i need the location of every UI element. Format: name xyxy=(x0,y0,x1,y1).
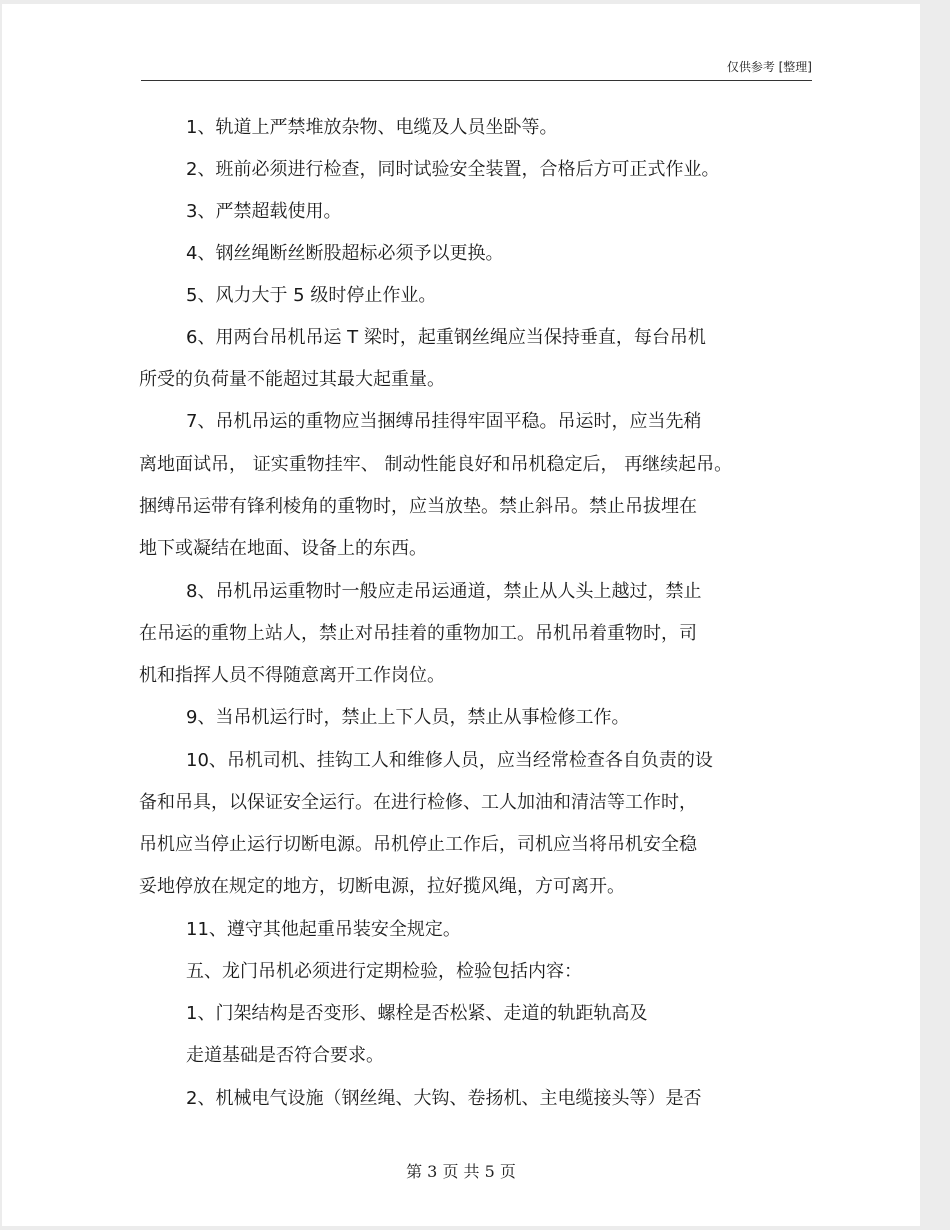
text-line: 2、班前必须进行检查，同时试验安全装置，合格后方可正式作业。 xyxy=(186,159,720,180)
text-line: 8、吊机吊运重物时一般应走吊运通道，禁止从人头上越过，禁止 xyxy=(186,581,702,602)
text-line: 5、风力大于 5 级时停止作业。 xyxy=(186,285,437,306)
text-line: 妥地停放在规定的地方，切断电源，拉好揽风绳，方可离开。 xyxy=(139,876,625,897)
text-line: 4、钢丝绳断丝断股超标必须予以更换。 xyxy=(186,243,504,264)
text-line: 备和吊具，以保证安全运行。在进行检修、工人加油和清洁等工作时， xyxy=(139,792,697,813)
text-line: 1、门架结构是否变形、螺栓是否松紧、走道的轨距轨高及 xyxy=(186,1003,648,1024)
text-line: 9、当吊机运行时，禁止上下人员，禁止从事检修工作。 xyxy=(186,707,630,728)
text-line: 走道基础是否符合要求。 xyxy=(186,1045,384,1066)
text-line: 地下或凝结在地面、设备上的东西。 xyxy=(139,538,427,559)
text-line: 10、吊机司机、挂钩工人和维修人员，应当经常检查各自负责的设 xyxy=(186,750,713,771)
text-line: 7、吊机吊运的重物应当捆缚吊挂得牢固平稳。吊运时，应当先稍 xyxy=(186,411,702,432)
page-header: 仅供参考 [整理] xyxy=(726,60,812,74)
text-line: 3、严禁超载使用。 xyxy=(186,201,342,222)
text-line: 吊机应当停止运行切断电源。吊机停止工作后，司机应当将吊机安全稳 xyxy=(139,834,697,855)
text-line: 五、龙门吊机必须进行定期检验，检验包括内容： xyxy=(186,961,582,982)
document-page xyxy=(2,4,920,1226)
header-rule xyxy=(141,80,812,81)
text-line: 2、机械电气设施（钢丝绳、大钩、卷扬机、主电缆接头等）是否 xyxy=(186,1088,702,1109)
text-line: 6、用两台吊机吊运 T 梁时，起重钢丝绳应当保持垂直，每台吊机 xyxy=(186,327,706,348)
text-line: 1、轨道上严禁堆放杂物、电缆及人员坐卧等。 xyxy=(186,117,558,138)
text-line: 所受的负荷量不能超过其最大起重量。 xyxy=(139,369,445,390)
page-footer: 第 3 页 共 5 页 xyxy=(406,1162,516,1181)
text-line: 捆缚吊运带有锋利棱角的重物时，应当放垫。禁止斜吊。禁止吊拔埋在 xyxy=(139,496,697,517)
text-line: 在吊运的重物上站人，禁止对吊挂着的重物加工。吊机吊着重物时，司 xyxy=(139,623,697,644)
text-line: 11、遵守其他起重吊装安全规定。 xyxy=(186,919,461,940)
text-line: 机和指挥人员不得随意离开工作岗位。 xyxy=(139,665,445,686)
text-line: 离地面试吊， 证实重物挂牢、 制动性能良好和吊机稳定后， 再继续起吊。 xyxy=(139,454,733,475)
